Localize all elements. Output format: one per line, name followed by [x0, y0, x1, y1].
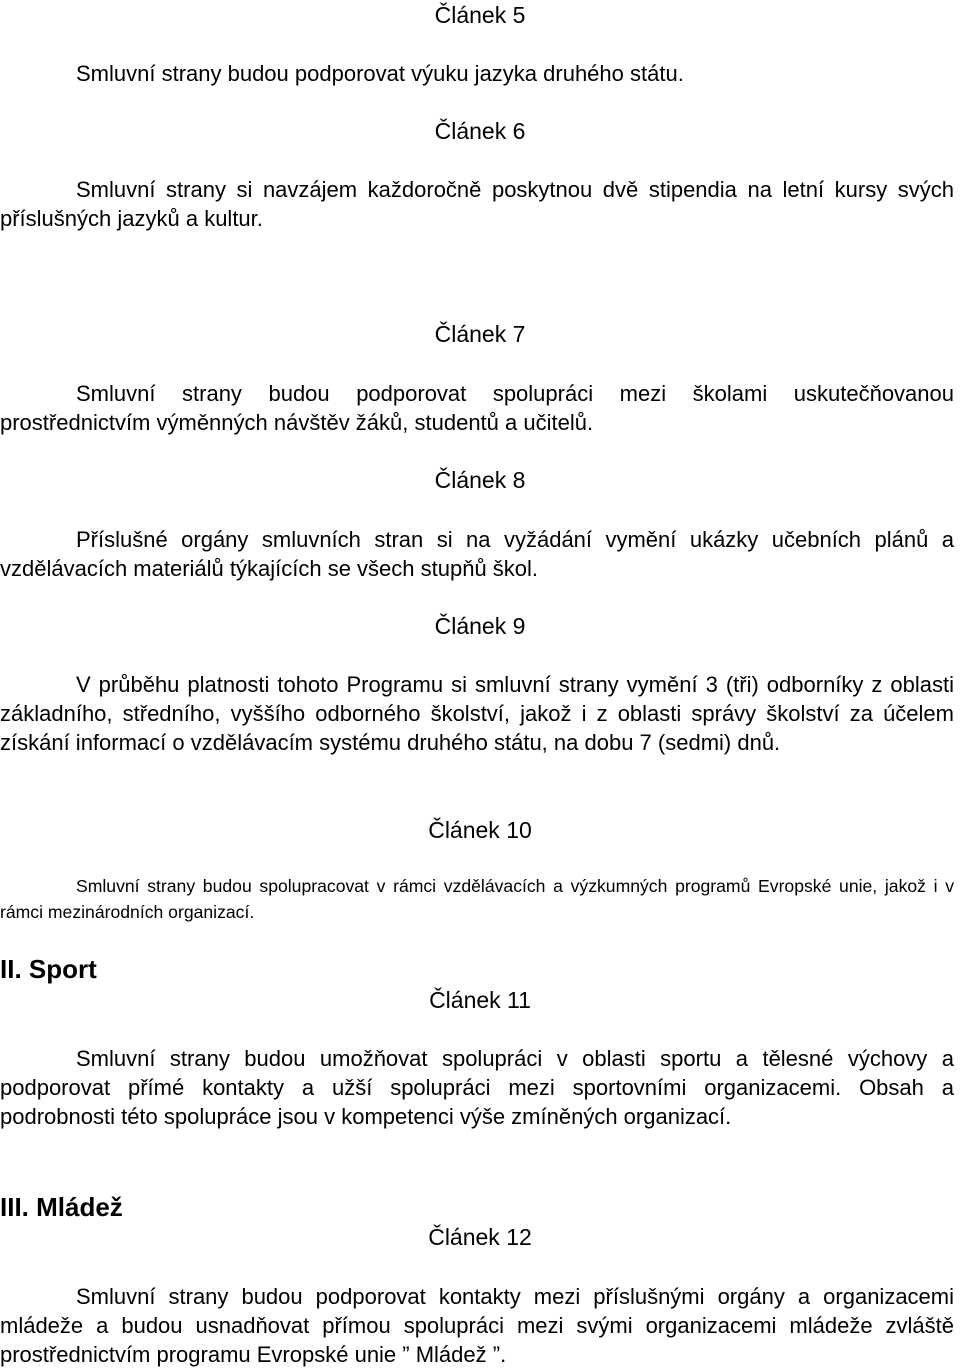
article-7-heading: Článek 7 — [434, 321, 526, 347]
article-12-heading: Článek 12 — [428, 1224, 532, 1250]
article-6-heading: Článek 6 — [434, 118, 526, 144]
section-youth-heading: III. Mládež — [0, 1192, 123, 1222]
article-12-text: Smluvní strany budou podporovat kontakty mezi příslušnými orgány a organizacemi mládeže a budou usnadňovat přímou spolupráci mezi svými organizacemi mládeže zvláště prostřednictvím programu Evropské unie ” Mládež ”. — [0, 1284, 954, 1367]
article-11-text: Smluvní strany budou umožňovat spolupráci v oblasti sportu a tělesné výchovy a podporovat přímé kontakty a užší spolupráci mezi sportovními organizacemi. Obsah a podrobnosti této spolupráce jsou v kompetenci výše zmíněných organizací. — [0, 1046, 954, 1129]
article-11-heading: Článek 11 — [429, 987, 531, 1013]
article-6-text: Smluvní strany si navzájem každoročně poskytnou dvě stipendia na letní kursy svých příslušných jazyků a kultur. — [0, 177, 954, 231]
article-5-heading: Článek 5 — [434, 2, 526, 28]
article-10-heading: Článek 10 — [428, 817, 532, 843]
article-9-text: V průběhu platnosti tohoto Programu si smluvní strany vymění 3 (tři) odborníky z oblasti základního, středního, vyššího odborného školství, jakož i z oblasti správy školství za účelem získání informací o vzdělávacím systému druhého státu, na dobu 7 (sedmi) dnů. — [0, 672, 954, 755]
article-9-heading: Článek 9 — [434, 613, 526, 639]
article-8-heading: Článek 8 — [434, 467, 526, 493]
article-10-text: Smluvní strany budou spolupracovat v rámci vzdělávacích a výzkumných programů Evropské unie, jakož i v rámci mezinárodních organizací. — [0, 876, 954, 922]
article-7-text: Smluvní strany budou podporovat spolupráci mezi školami uskutečňovanou prostřednictvím výměnných návštěv žáků, studentů a učitelů. — [0, 381, 954, 435]
article-8-text: Příslušné orgány smluvních stran si na vyžádání vymění ukázky učebních plánů a vzdělávacích materiálů týkajících se všech stupňů škol. — [0, 527, 954, 581]
section-sport-heading: II. Sport — [0, 954, 97, 984]
article-5-text: Smluvní strany budou podporovat výuku jazyka druhého státu. — [76, 61, 684, 86]
